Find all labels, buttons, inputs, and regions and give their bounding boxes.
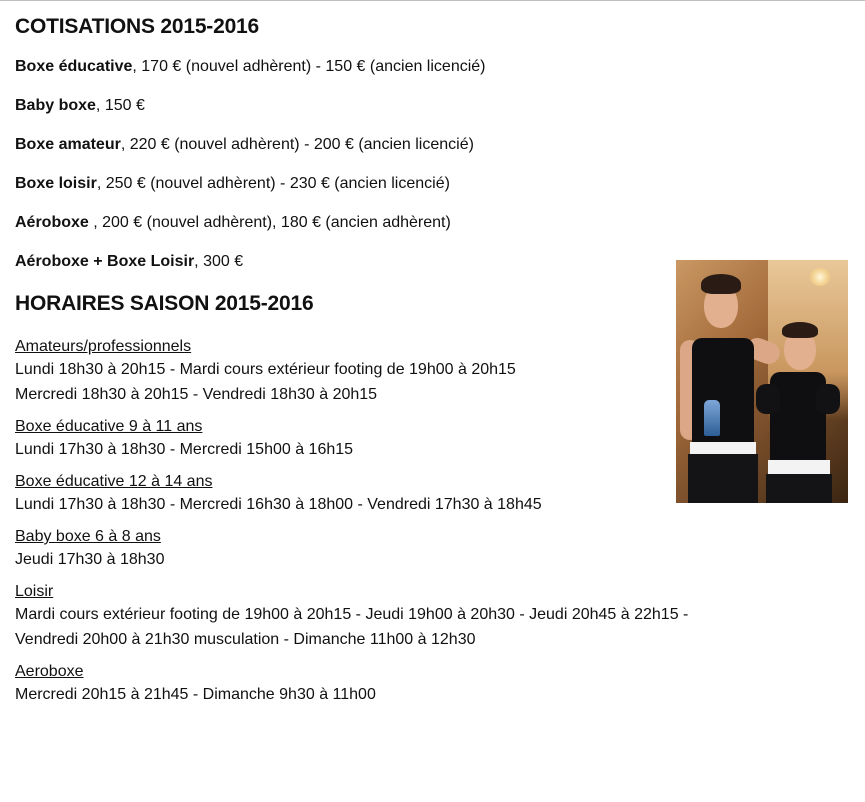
fee-detail: , 220 € (nouvel adhèrent) - 200 € (ancien licencié) — [120, 136, 474, 153]
fee-detail: , 200 € (nouvel adhèrent), 180 € (ancien adhèrent) — [88, 214, 451, 231]
group-title: Boxe éducative 9 à 11 ans — [15, 418, 203, 435]
fee-detail: , 300 € — [194, 253, 244, 270]
boxer-right-glove — [756, 384, 780, 414]
fee-item — [15, 174, 855, 194]
fee-item — [15, 135, 855, 155]
fee-name: Boxe amateur — [15, 136, 121, 153]
boxer-left-belt — [690, 442, 756, 454]
schedule-line: Lundi 18h30 à 20h15 - Mardi cours extérieur footing de 19h00 à 20h15 — [15, 361, 516, 378]
schedule-line: Mercredi 20h15 à 21h45 - Dimanche 9h30 à 11h00 — [15, 686, 376, 703]
schedule-line: Jeudi 17h30 à 18h30 — [15, 551, 165, 568]
fee-item — [15, 96, 855, 116]
boxer-right-torso — [770, 372, 826, 464]
schedule-line: Mercredi 18h30 à 20h15 - Vendredi 18h30 à 20h15 — [15, 386, 378, 403]
schedule-line: Lundi 17h30 à 18h30 - Mercredi 16h30 à 18h00 - Vendredi 17h30 à 18h45 — [15, 496, 542, 513]
boxer-left-hair — [701, 274, 741, 294]
fees-title: COTISATIONS 2015-2016 — [15, 15, 260, 38]
boxer-right — [754, 260, 848, 503]
fee-name: Baby boxe — [15, 97, 96, 114]
fee-item — [15, 57, 855, 77]
top-divider — [0, 0, 865, 1]
schedule-group — [15, 527, 855, 572]
boxer-right-hair — [782, 322, 818, 338]
boxer-left-shorts — [688, 454, 758, 503]
schedule-line: Lundi 17h30 à 18h30 - Mercredi 15h00 à 16h15 — [15, 441, 354, 458]
schedule-title: HORAIRES SAISON 2015-2016 — [15, 292, 314, 315]
boxer-right-shorts — [766, 474, 832, 503]
fee-detail: , 170 € (nouvel adhèrent) - 150 € (ancien licencié) — [132, 58, 486, 75]
group-title: Aeroboxe — [15, 663, 84, 680]
schedule-group — [15, 662, 855, 707]
group-title: Loisir — [15, 583, 54, 600]
fee-name: Boxe éducative — [15, 58, 133, 75]
fee-name: Aéroboxe — [15, 214, 89, 231]
fee-item — [15, 213, 855, 233]
schedule-line: Mardi cours extérieur footing de 19h00 à 20h15 - Jeudi 19h00 à 20h30 - Jeudi 20h45 à 22h15 - — [15, 606, 689, 623]
fee-name: Boxe loisir — [15, 175, 97, 192]
fee-detail: , 150 € — [95, 97, 145, 114]
boxer-right-belt — [768, 460, 830, 474]
boxer-left-torso — [692, 338, 754, 446]
group-title: Baby boxe 6 à 8 ans — [15, 528, 161, 545]
group-title: Amateurs/professionnels — [15, 338, 192, 355]
boxers-photo — [676, 260, 848, 503]
trophy-icon — [704, 400, 720, 436]
fee-name: Aéroboxe + Boxe Loisir — [15, 253, 195, 270]
schedule-group — [15, 582, 855, 652]
fee-detail: , 250 € (nouvel adhèrent) - 230 € (ancien licencié) — [96, 175, 450, 192]
schedule-line: Vendredi 20h00 à 21h30 musculation - Dimanche 11h00 à 12h30 — [15, 631, 476, 648]
group-title: Boxe éducative 12 à 14 ans — [15, 473, 213, 490]
boxer-right-glove — [816, 384, 840, 414]
fees-list — [15, 57, 855, 272]
